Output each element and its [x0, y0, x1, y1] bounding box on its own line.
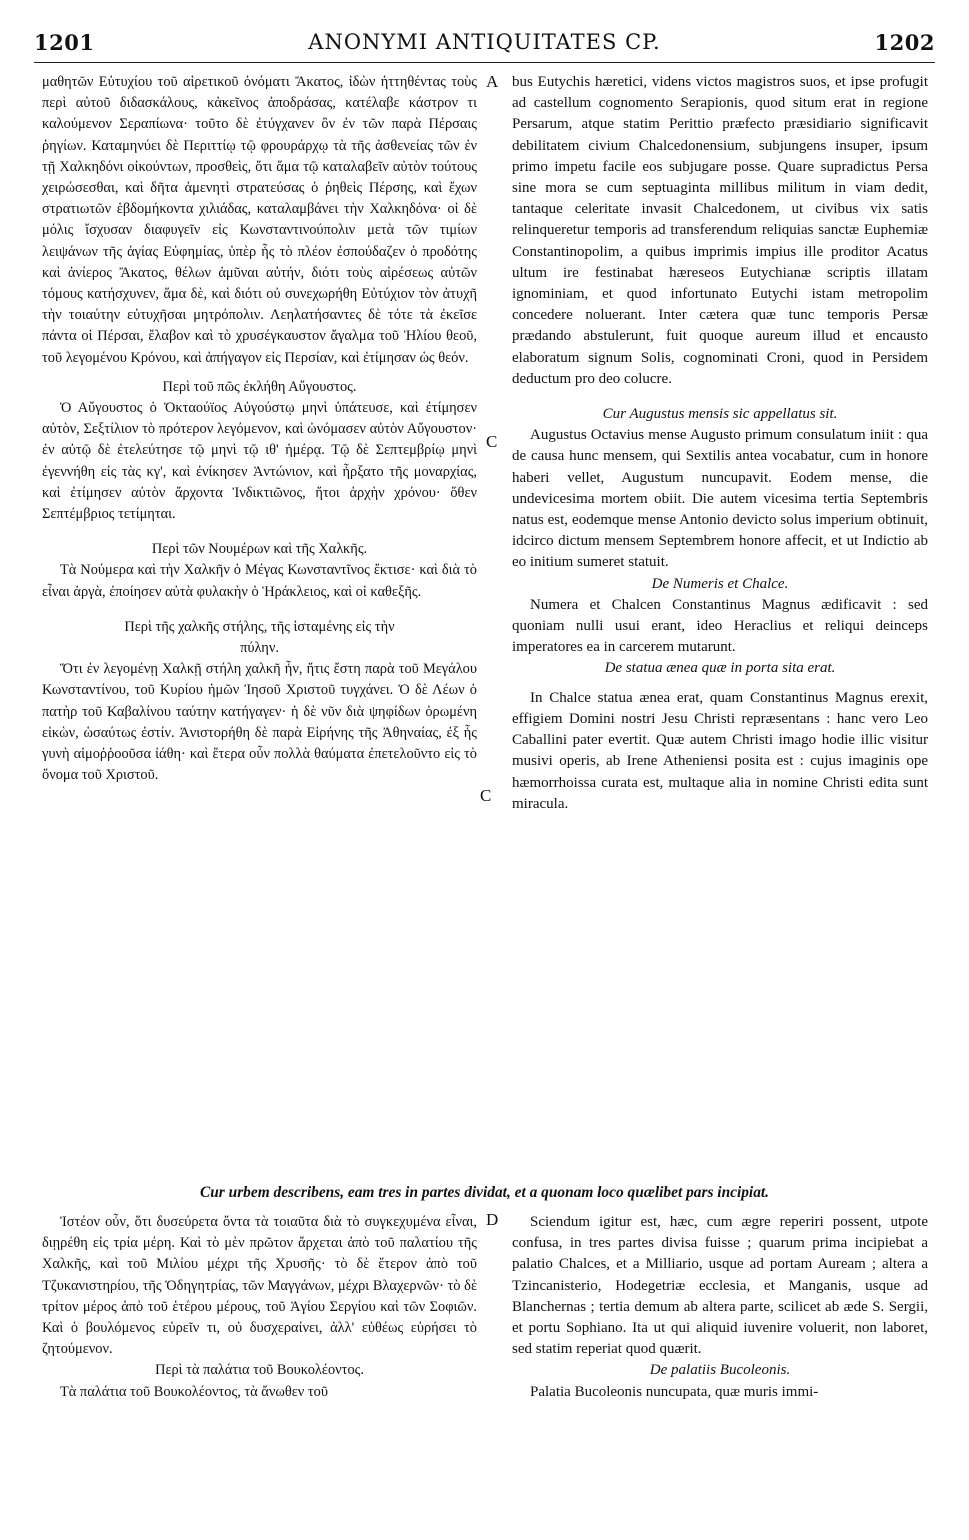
greek-paragraph-bucoleon: Τὰ παλάτια τοῦ Βουκολέοντος, τὰ ἄνωθεν τοῦ [60, 1383, 328, 1400]
margin-marker-c-2: C [480, 786, 492, 805]
latin-column-lower [512, 1212, 928, 1403]
latin-heading-statue: De statua ænea quæ in porta sita erat. [604, 660, 836, 677]
greek-column-upper [42, 72, 477, 787]
running-title: ANONYMI ANTIQUITATES CP. [308, 30, 661, 54]
margin-marker-d: D [486, 1210, 499, 1229]
header-rule [34, 62, 935, 63]
greek-paragraph-divisions: Ἰστέον οὖν, ὅτι δυσεύρετα ὄντα τὰ τοιαῦτα διὰ τὸ συγκεχυμένα εἶναι, διῃρέθη εἰς τρία μέρη. Καὶ τὸ μὲν πρῶτον ἄρχεται ἀπὸ τοῦ παλατίου τῆς Χαλκῆς, καὶ τοῦ Μιλίου μέχρι τῆς Χρυσῆς· τὸ δὲ ἕτερον ἀπὸ τοῦ Τζυκανιστηρίου, τῆς Ὁδηγητρίας, τῶν Μαγγάνων, μέχρι Βλαχερνῶν· τὸ δὲ τρίτον μέρος ἀπὸ τοῦ ἑτέρου μέρους, τοῦ Ἁγίου Σεργίου καὶ τῶν Σοφιῶν. Καὶ ὁ βουλόμενος εὑρεῖν τι, οὐ δυσχεραίνει, ἀλλ' εὐθέως εὑρήσει τὸ ζητούμενον. [42, 1214, 477, 1358]
margin-marker-a: A [486, 72, 499, 91]
greek-heading-statue-line2: πύλην. [240, 640, 279, 657]
greek-heading-numera: Περὶ τῶν Νουμέρων καὶ τῆς Χαλκῆς. [151, 541, 368, 558]
greek-column-lower [42, 1212, 477, 1403]
section-heading-divisions: Cur urbem describens, eam tres in partes dividat, et a quonam loco quælibet pars incipiat. [199, 1184, 770, 1201]
greek-paragraph-numera: Τὰ Νούμερα καὶ τὴν Χαλκῆν ὁ Μέγας Κωνσταντῖνος ἔκτισε· καὶ διὰ τὸ εἶναι ἀργὰ, ἐποίησεν αὐτὰ φυλακὴν ὁ Ἡράκλειος, καὶ οἱ καθεξῆς. [42, 562, 477, 600]
latin-paragraph-bucoleon: Palatia Bucoleonis nuncupata, quæ muris immi- [530, 1383, 819, 1400]
greek-heading-augustus: Περὶ τοῦ πῶς ἐκλήθη Αὔγουστος. [162, 378, 357, 395]
greek-paragraph-augustus: Ὁ Αὔγουστος ὁ Ὀκταούϊος Αὐγούστῳ μηνὶ ὑπάτευσε, καὶ ἐτίμησεν αὐτὸν, Σεξτίλιον τὸ πρότερον λεγόμενον, καὶ ὠνόμασεν αὐτὸν Αὔγουστον· ἐν αὐτῷ δὲ ἐτελεύτησε τῷ μηνὶ τῷ ιθ' ἡμέρᾳ. Τῷ δὲ Σεπτεμβρίῳ μηνὶ ἐγεννήθη εἰς τὰς κγ', καὶ ἐνίκησεν Ἀντώνιον, καὶ ἦρξατο τῆς μοναρχίας, καὶ ἐτίμησεν αὐτὸν ἄρχοντα Ἰνδικτιῶνος, ἤτοι ἀρχὴν χρόνου· ὅθεν Σεπτέμβριος τετίμηται. [42, 400, 477, 523]
greek-heading-statue [42, 617, 477, 659]
latin-paragraph-divisions: Sciendum igitur est, hæc, cum ægre reperiri possent, utpote confusa, in tres partes divisa fuisse ; quarum prima incipiebat a palatio Chalces, et a Milliario, usque ad portam Auream ; altera a Tzincanisterio, Hodegetriæ ecclesia, et Manganis, usque ad Blanchernas ; tertia demum ab altera parte, scilicet ab æde S. Sergii, et portu Sophiano. Ita ut qui aliquid iuvenire voluerit, non laboret, sed statim reperiat quod quærit. [512, 1214, 928, 1358]
latin-heading-numera: De Numeris et Chalce. [651, 575, 789, 592]
latin-paragraph-statue: In Chalce statua ænea erat, quam Constantinus Magnus erexit, effigiem Domini nostri Jesu Christi repræsentans : hanc vero Leo Caballini pater evertit. Quæ autem Christi imago hodie illic visitur musivi operis, ab Irene Atheniensi posita est : cujus imaginis ope hæmorrhoissa curata est, multaque alia in nomine Christi edita sunt miracula. [512, 689, 928, 812]
greek-paragraph-statue: Ὅτι ἐν λεγομένῃ Χαλκῇ στήλη χαλκῆ ἦν, ἥτις ἔστη παρὰ τοῦ Μεγάλου Κωνσταντίνου, τοῦ Κυρίου ἡμῶν Ἰησοῦ Χριστοῦ τυγχάνει. Ὁ δὲ Λέων ὁ πατὴρ τοῦ Καβαλίνου ταύτην κατήγαγεν· ἡ δὲ νῦν διὰ ψηφίδων ὁρωμένη εἰκὼν, ὡσαύτως ἐστίν. Ἀνιστορήθη δὲ παρὰ Εἰρήνης τῆς Ἀθηναίας, ἐξ ἧς γυνὴ αἱμοῤῥοοῦσα ἰάθη· καὶ ἕτερα οὖν πολλὰ θαύματα ἐπετελοῦντο εἰς τὸ ὄνομα τοῦ Χριστοῦ. [42, 661, 477, 784]
latin-heading-bucoleon: De palatiis Bucoleonis. [649, 1362, 791, 1379]
greek-paragraph-acatus: μαθητῶν Εὐτυχίου τοῦ αἱρετικοῦ ὀνόματι Ἄκατος, ἰδὼν ἡττηθέντας τοὺς περὶ αὐτοῦ διδασκάλους, κἀκεῖνος ἀποδράσας, κατέλαβε κάστρον τι καλούμενον Σεραπίωνα· τοῦτο δὲ ἐτύγχανεν ὂν ἐν τῶν παρὰ Πέρσαις ῥηγίων. Καταμηνύει δὲ Περιττίῳ τῷ φρουράρχῳ τὰ τῆς ἀσθενείας τῶν ἐν τῇ Χαλκηδόνι οἰκούντων, προσθεὶς, ὅτι ἅμα τῷ καταλαβεῖν αὐτὸν τούτους χειρώσεσθαι, καὶ δῆτα ἀμενητὶ στρατεύσας ὁ ῥηθεὶς Πέρσης, καὶ ἔχων στρατιωτῶν ἑβδομήκοντα χιλιάδας, καταλαμβάνει τὴν Χαλκηδόνα· οἱ δὲ μόλις ἴσχυσαν διαφυγεῖν εἰς Κωνσταντινούπολιν μετὰ τῶν τιμίων λειψάνων τῆς ἁγίας Εὐφημίας, ὑπὲρ ἧς τὸ πλέον ἐσπούδαζεν ὁ προδότης καὶ ἀνίερος Ἄκατος, θέλων ἀμῦναι αὐτήν, διότι τοὺς αἱρέσεως αὐτῶν τόμους κατήσχυνεν, ἅμα δὲ, καὶ διότι οὐ συνεχωρήθη Εὐτύχιον τὸν ἀτυχῆ τὴν τοιαύτην εὐτυχῆσαι μητρόπολιν. Λεηλατήσαντες δὲ τότε τὰ ἐκεῖσε πάντα οἱ Πέρσαι, ἔλαβον καὶ τὸ χρυσέγκαυστον ἄγαλμα τοῦ Ἡλίου θεοῦ, τοῦ λεγομένου Κρόνου, καὶ ἀπήγαγον εἰς Περσίαν, καὶ ἐτίμησαν ὡς θεόν. [42, 74, 477, 366]
latin-paragraph-augustus: Augustus Octavius mense Augusto primum consulatum iniit : qua de causa hunc mensem, qui Sextilis antea vocabatur, cum in honore haberi vellet, Augustum nuncupavit. Eodem mense, die undevicesima mortem obiit. Die autem vicesima tertia Septembris natus est, eodemque mense Antonio devicto solus imperium obtinuit, idcirco dictum mensem Septembrem honore affecit, et ut Indictio ab eo initium sumeret statuit. [512, 427, 928, 571]
page-header [34, 30, 935, 60]
greek-heading-statue-line1: Περὶ τῆς χαλκῆς στήλης, τῆς ἱσταμένης εἰς τὴν [124, 618, 395, 635]
latin-paragraph-acatus: bus Eutychis hæretici, videns victos magistros suos, et ipse profugit ad castellum cognomento Serapionis, quod situm erat in regione Persarum, atque statim Perittio præfecto præsidiario significavit debilitatem civium Chalcedonensium, subjungens insuper, ipsum primo impetu facile eos subjugare posse. Quare supradictus Persa sine mora se cum septuaginta millibus militum in viam dedit, tantaque celeritate invasit Chalcedonem, ut civibus vix satis relinqueretur temporis ad transferendum reliquias sanctæ Euphemiæ Constantinopolim, a quibus imprimis impius ille proditor Acatus ultum ire festinabat hæreseos Eutychianæ scriptis illatam ignominiam, et quod infortunato Eutychi istam metropolim concedere noluerant. Inter cætera quæ tunc temporis Persæ prædando abstulerunt, fuit quoque aureum illud et encausto elaboratum signum Solis, cognominati Croni, quod in Persidem deductum pro deo colucre. [512, 74, 928, 387]
greek-heading-bucoleon: Περὶ τὰ παλάτια τοῦ Βουκολέοντος. [155, 1362, 364, 1379]
latin-column-upper [512, 72, 928, 815]
page-number-right: 1202 [874, 30, 935, 55]
latin-paragraph-numera: Numera et Chalcen Constantinus Magnus ædificavit : sed quoniam nulli usui erant, ideo Heraclius et reliqui deinceps imperatores ea in carcerem mutarunt. [512, 596, 928, 656]
margin-marker-c: C [486, 432, 498, 451]
latin-heading-augustus: Cur Augustus mensis sic appellatus sit. [602, 406, 838, 423]
page-number-left: 1201 [34, 30, 95, 55]
